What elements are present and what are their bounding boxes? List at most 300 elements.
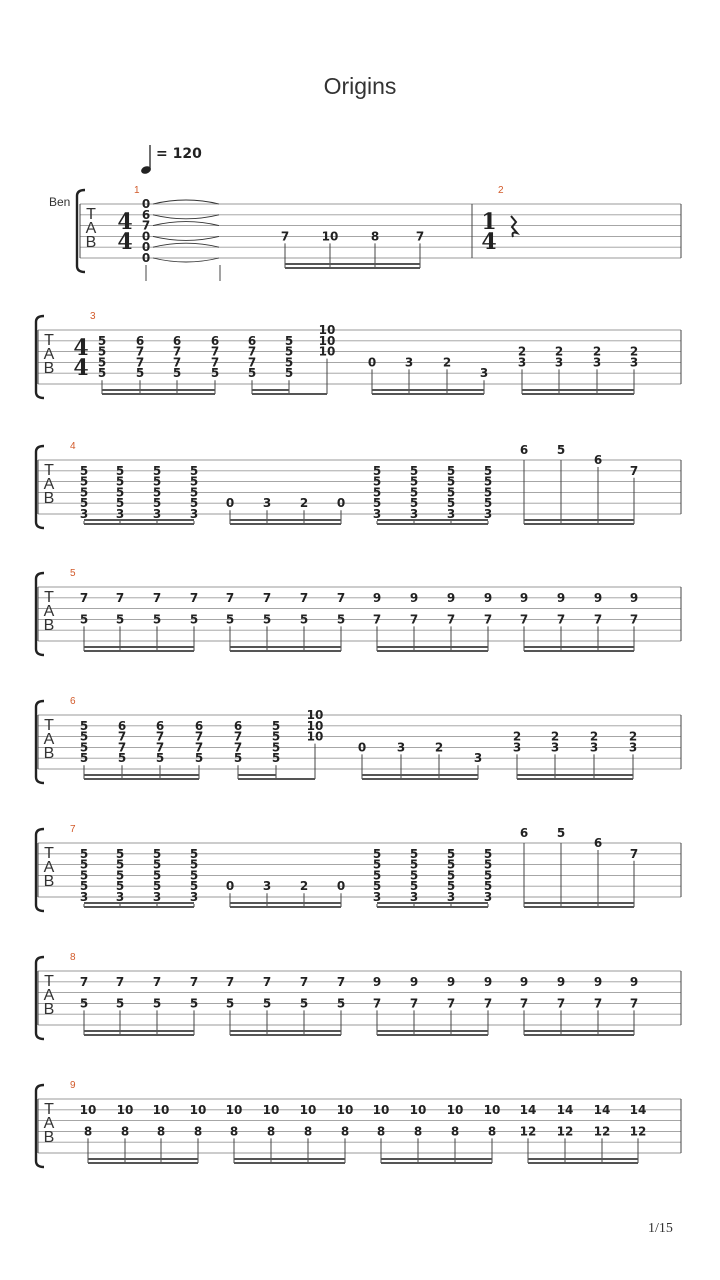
fret-number: 8 <box>193 1124 203 1139</box>
fret-number: 6 <box>155 718 165 733</box>
fret-number: 7 <box>519 612 529 627</box>
fret-number: 2 <box>554 344 564 359</box>
fret-number: 5 <box>97 333 107 348</box>
fret-number: 7 <box>409 996 419 1011</box>
fret-number: 5 <box>115 846 125 861</box>
fret-number: 5 <box>483 496 493 511</box>
fret-number: 9 <box>409 590 419 605</box>
fret-number: 5 <box>225 612 235 627</box>
fret-number: 3 <box>189 507 199 521</box>
fret-number: 6 <box>117 718 127 733</box>
measure-number: 2 <box>498 185 504 196</box>
fret-number: 7 <box>372 612 382 627</box>
time-signature-bottom: 4 <box>481 229 497 255</box>
fret-number: 5 <box>299 996 309 1011</box>
fret-number: 7 <box>519 996 529 1011</box>
fret-number: 10 <box>225 1102 243 1117</box>
tab-clef-letter: T <box>44 462 54 479</box>
fret-number: 9 <box>629 590 639 605</box>
fret-number: 7 <box>483 612 493 627</box>
fret-number: 9 <box>593 590 603 605</box>
tab-clef-letter: T <box>44 589 54 606</box>
fret-number: 5 <box>115 868 125 883</box>
fret-number: 7 <box>372 996 382 1011</box>
fret-number: 3 <box>189 890 199 904</box>
fret-number: 5 <box>372 474 382 489</box>
fret-number: 3 <box>628 740 638 755</box>
measure-number: 3 <box>90 311 96 322</box>
fret-number: 3 <box>404 355 414 370</box>
tie-arc <box>153 236 219 240</box>
fret-number: 5 <box>79 718 89 733</box>
tab-clef-letter: B <box>43 873 55 890</box>
fret-number: 3 <box>372 890 382 904</box>
fret-number: 5 <box>483 879 493 894</box>
fret-number: 7 <box>336 590 346 605</box>
fret-number: 7 <box>233 729 243 744</box>
fret-number: 2 <box>434 740 444 755</box>
fret-number: 9 <box>519 590 529 605</box>
fret-number: 9 <box>483 590 493 605</box>
fret-number: 7 <box>155 729 165 744</box>
fret-number: 9 <box>556 974 566 989</box>
fret-number: 0 <box>225 879 235 894</box>
fret-number: 10 <box>318 344 336 359</box>
fret-number: 7 <box>446 996 456 1011</box>
fret-number: 5 <box>79 474 89 489</box>
fret-number: 5 <box>409 474 419 489</box>
fret-number: 2 <box>628 729 638 744</box>
fret-number: 7 <box>262 590 272 605</box>
fret-number: 9 <box>556 590 566 605</box>
fret-number: 3 <box>79 507 89 521</box>
fret-number: 7 <box>115 974 125 989</box>
fret-number: 5 <box>115 612 125 627</box>
fret-number: 2 <box>550 729 560 744</box>
fret-number: 2 <box>299 879 309 894</box>
fret-number: 6 <box>172 333 182 348</box>
tab-clef-letter: A <box>43 731 55 748</box>
fret-number: 5 <box>115 496 125 511</box>
fret-number: 8 <box>266 1124 276 1139</box>
fret-number: 5 <box>79 751 89 766</box>
fret-number: 9 <box>629 974 639 989</box>
tab-clef-letter: A <box>43 346 55 363</box>
fret-number: 14 <box>519 1102 537 1117</box>
fret-number: 9 <box>409 974 419 989</box>
fret-number: 8 <box>376 1124 386 1139</box>
tie-arc <box>153 243 219 247</box>
fret-number: 8 <box>370 229 380 244</box>
fret-number: 5 <box>446 485 456 500</box>
fret-number: 5 <box>271 729 281 744</box>
fret-number: 6 <box>593 453 603 467</box>
fret-number: 3 <box>483 507 493 521</box>
fret-number: 7 <box>247 355 257 370</box>
fret-number: 5 <box>409 857 419 872</box>
fret-number: 7 <box>172 355 182 370</box>
fret-number: 7 <box>409 612 419 627</box>
fret-number: 5 <box>79 496 89 511</box>
fret-number: 7 <box>189 590 199 605</box>
fret-number: 9 <box>372 590 382 605</box>
tempo-value: = 120 <box>156 146 202 162</box>
fret-number: 7 <box>280 229 290 244</box>
tie-arc <box>153 200 219 204</box>
system-4 <box>36 568 681 655</box>
fret-number: 5 <box>189 485 199 500</box>
track-name: Ben <box>49 195 71 209</box>
system-1 <box>77 185 681 281</box>
fret-number: 9 <box>446 974 456 989</box>
tie-arc <box>153 222 219 226</box>
fret-number: 5 <box>189 857 199 872</box>
fret-number: 0 <box>225 496 235 511</box>
fret-number: 5 <box>172 366 182 381</box>
fret-number: 5 <box>483 463 493 478</box>
fret-number: 8 <box>450 1124 460 1139</box>
fret-number: 7 <box>79 974 89 989</box>
tab-clef-letter: A <box>85 220 97 237</box>
fret-number: 7 <box>233 740 243 755</box>
tab-clef-letter: B <box>43 745 55 762</box>
fret-number: 3 <box>409 890 419 904</box>
fret-number: 3 <box>517 355 527 370</box>
measure-number: 4 <box>70 441 76 452</box>
fret-number: 5 <box>409 485 419 500</box>
fret-number: 7 <box>299 974 309 989</box>
fret-number: 7 <box>210 344 220 359</box>
fret-number: 7 <box>189 974 199 989</box>
tab-clef-letter: A <box>43 1115 55 1132</box>
fret-number: 6 <box>247 333 257 348</box>
fret-number: 10 <box>372 1102 390 1117</box>
fret-number: 7 <box>141 218 151 233</box>
fret-number: 5 <box>79 996 89 1011</box>
fret-number: 5 <box>262 612 272 627</box>
tab-clef-letter: B <box>43 1001 55 1018</box>
fret-number: 10 <box>318 333 336 348</box>
fret-number: 7 <box>593 612 603 627</box>
fret-number: 14 <box>593 1102 611 1117</box>
fret-number: 3 <box>262 496 272 511</box>
fret-number: 7 <box>247 344 257 359</box>
fret-number: 5 <box>189 474 199 489</box>
fret-number: 5 <box>284 355 294 370</box>
fret-number: 5 <box>409 463 419 478</box>
fret-number: 5 <box>189 846 199 861</box>
fret-number: 5 <box>372 846 382 861</box>
fret-number: 10 <box>336 1102 354 1117</box>
tab-clef-letter: T <box>44 717 54 734</box>
fret-number: 5 <box>152 868 162 883</box>
fret-number: 5 <box>152 996 162 1011</box>
fret-number: 10 <box>409 1102 427 1117</box>
fret-number: 0 <box>141 240 151 255</box>
fret-number: 7 <box>194 729 204 744</box>
fret-number: 5 <box>372 485 382 500</box>
measure-number: 8 <box>70 952 76 963</box>
fret-number: 10 <box>318 323 336 337</box>
fret-number: 7 <box>629 996 639 1011</box>
fret-number: 7 <box>79 590 89 605</box>
fret-number: 3 <box>115 890 125 904</box>
fret-number: 12 <box>593 1124 611 1139</box>
system-6 <box>36 824 681 911</box>
fret-number: 5 <box>284 344 294 359</box>
fret-number: 7 <box>483 996 493 1011</box>
fret-number: 7 <box>135 355 145 370</box>
fret-number: 7 <box>629 846 639 861</box>
fret-number: 5 <box>483 485 493 500</box>
fret-number: 5 <box>233 751 243 766</box>
fret-number: 5 <box>446 857 456 872</box>
fret-number: 10 <box>306 718 324 733</box>
fret-number: 6 <box>141 207 151 222</box>
fret-number: 6 <box>519 443 529 457</box>
system-2 <box>36 311 681 398</box>
fret-number: 5 <box>152 879 162 894</box>
fret-number: 5 <box>409 496 419 511</box>
fret-number: 6 <box>593 836 603 850</box>
fret-number: 10 <box>306 729 324 744</box>
fret-number: 5 <box>189 463 199 478</box>
fret-number: 10 <box>189 1102 207 1117</box>
fret-number: 0 <box>336 496 346 511</box>
fret-number: 7 <box>415 229 425 244</box>
fret-number: 5 <box>483 846 493 861</box>
fret-number: 7 <box>629 463 639 478</box>
fret-number: 7 <box>117 740 127 755</box>
fret-number: 7 <box>115 590 125 605</box>
fret-number: 5 <box>79 879 89 894</box>
fret-number: 0 <box>357 740 367 755</box>
fret-number: 3 <box>446 890 456 904</box>
fret-number: 10 <box>152 1102 170 1117</box>
fret-number: 3 <box>592 355 602 370</box>
fret-number: 7 <box>446 612 456 627</box>
fret-number: 8 <box>83 1124 93 1139</box>
fret-number: 5 <box>556 443 566 457</box>
tie-arc <box>153 258 219 262</box>
fret-number: 5 <box>372 879 382 894</box>
time-signature-top: 1 <box>481 209 497 235</box>
page-number: 1/15 <box>648 1221 673 1236</box>
time-signature-top: 4 <box>117 209 133 235</box>
time-signature-bottom: 4 <box>73 355 89 381</box>
fret-number: 6 <box>233 718 243 733</box>
fret-number: 5 <box>446 496 456 511</box>
fret-number: 5 <box>483 857 493 872</box>
fret-number: 6 <box>210 333 220 348</box>
fret-number: 9 <box>372 974 382 989</box>
fret-number: 0 <box>141 251 151 265</box>
fret-number: 5 <box>556 826 566 840</box>
fret-number: 3 <box>115 507 125 521</box>
fret-number: 5 <box>446 474 456 489</box>
fret-number: 5 <box>135 366 145 381</box>
fret-number: 5 <box>79 729 89 744</box>
fret-number: 7 <box>556 612 566 627</box>
measure-number: 7 <box>70 824 76 835</box>
fret-number: 5 <box>152 857 162 872</box>
fret-number: 5 <box>299 612 309 627</box>
fret-number: 7 <box>152 590 162 605</box>
fret-number: 5 <box>79 857 89 872</box>
fret-number: 10 <box>483 1102 501 1117</box>
fret-number: 2 <box>299 496 309 511</box>
fret-number: 5 <box>97 355 107 370</box>
fret-number: 5 <box>446 868 456 883</box>
fret-number: 12 <box>629 1124 647 1139</box>
fret-number: 3 <box>479 366 489 381</box>
fret-number: 7 <box>262 974 272 989</box>
system-bracket <box>77 190 85 272</box>
fret-number: 3 <box>446 507 456 521</box>
tab-clef-letter: A <box>43 859 55 876</box>
tab-clef-letter: B <box>43 1129 55 1146</box>
fret-number: 5 <box>446 879 456 894</box>
fret-number: 5 <box>189 879 199 894</box>
fret-number: 5 <box>409 879 419 894</box>
tab-clef-letter: T <box>44 332 54 349</box>
fret-number: 10 <box>116 1102 134 1117</box>
fret-number: 5 <box>189 996 199 1011</box>
fret-number: 3 <box>512 740 522 755</box>
fret-number: 5 <box>247 366 257 381</box>
fret-number: 10 <box>262 1102 280 1117</box>
fret-number: 0 <box>141 197 151 211</box>
tab-clef-letter: T <box>44 845 54 862</box>
fret-number: 7 <box>194 740 204 755</box>
tab-clef-letter: B <box>43 617 55 634</box>
fret-number: 5 <box>372 463 382 478</box>
song-title: Origins <box>323 73 397 99</box>
fret-number: 5 <box>79 463 89 478</box>
fret-number: 5 <box>115 879 125 894</box>
fret-number: 10 <box>299 1102 317 1117</box>
fret-number: 5 <box>152 612 162 627</box>
fret-number: 3 <box>550 740 560 755</box>
fret-number: 0 <box>336 879 346 894</box>
measure-number: 6 <box>70 696 76 707</box>
fret-number: 8 <box>487 1124 497 1139</box>
fret-number: 5 <box>372 496 382 511</box>
fret-number: 8 <box>229 1124 239 1139</box>
system-8 <box>36 1080 681 1167</box>
measure-number: 1 <box>134 185 140 196</box>
fret-number: 3 <box>629 355 639 370</box>
fret-number: 5 <box>79 740 89 755</box>
fret-number: 5 <box>115 485 125 500</box>
fret-number: 7 <box>593 996 603 1011</box>
fret-number: 6 <box>194 718 204 733</box>
fret-number: 5 <box>446 846 456 861</box>
fret-number: 7 <box>225 590 235 605</box>
fret-number: 14 <box>556 1102 574 1117</box>
fret-number: 5 <box>189 496 199 511</box>
tab-clef-letter: B <box>43 490 55 507</box>
fret-number: 5 <box>152 463 162 478</box>
time-signature-top: 4 <box>73 335 89 361</box>
fret-number: 5 <box>115 463 125 478</box>
fret-number: 5 <box>336 612 346 627</box>
fret-number: 5 <box>97 366 107 381</box>
fret-number: 5 <box>79 612 89 627</box>
system-3 <box>36 441 681 528</box>
fret-number: 9 <box>519 974 529 989</box>
fret-number: 8 <box>156 1124 166 1139</box>
fret-number: 7 <box>172 344 182 359</box>
fret-number: 5 <box>262 996 272 1011</box>
fret-number: 8 <box>413 1124 423 1139</box>
fret-number: 14 <box>629 1102 647 1117</box>
quarter-rest-icon <box>511 216 517 237</box>
tab-clef-letter: A <box>43 603 55 620</box>
fret-number: 5 <box>372 868 382 883</box>
fret-number: 5 <box>271 740 281 755</box>
fret-number: 10 <box>446 1102 464 1117</box>
fret-number: 5 <box>284 333 294 348</box>
fret-number: 5 <box>409 868 419 883</box>
fret-number: 5 <box>79 846 89 861</box>
measure-number: 9 <box>70 1080 76 1091</box>
fret-number: 7 <box>556 996 566 1011</box>
fret-number: 5 <box>409 846 419 861</box>
fret-number: 5 <box>336 996 346 1011</box>
fret-number: 7 <box>299 590 309 605</box>
fret-number: 8 <box>120 1124 130 1139</box>
system-7 <box>36 952 681 1039</box>
fret-number: 5 <box>483 868 493 883</box>
tab-clef-letter: T <box>44 973 54 990</box>
fret-number: 7 <box>135 344 145 359</box>
fret-number: 0 <box>367 355 377 370</box>
fret-number: 7 <box>117 729 127 744</box>
fret-number: 12 <box>519 1124 537 1139</box>
fret-number: 2 <box>442 355 452 370</box>
time-signature-bottom: 4 <box>117 229 133 255</box>
fret-number: 7 <box>629 612 639 627</box>
fret-number: 5 <box>189 868 199 883</box>
fret-number: 9 <box>593 974 603 989</box>
fret-number: 3 <box>409 507 419 521</box>
fret-number: 5 <box>189 612 199 627</box>
fret-number: 7 <box>155 740 165 755</box>
fret-number: 7 <box>152 974 162 989</box>
fret-number: 5 <box>194 751 204 766</box>
fret-number: 5 <box>117 751 127 766</box>
tab-clef-letter: T <box>86 206 96 223</box>
fret-number: 3 <box>152 507 162 521</box>
fret-number: 5 <box>115 474 125 489</box>
fret-number: 9 <box>483 974 493 989</box>
fret-number: 3 <box>483 890 493 904</box>
fret-number: 10 <box>79 1102 97 1117</box>
tie-arc <box>153 215 219 219</box>
fret-number: 3 <box>589 740 599 755</box>
fret-number: 6 <box>519 826 529 840</box>
fret-number: 3 <box>473 751 483 766</box>
fret-number: 5 <box>152 846 162 861</box>
fret-number: 10 <box>306 708 324 722</box>
fret-number: 8 <box>340 1124 350 1139</box>
fret-number: 5 <box>271 751 281 766</box>
fret-number: 7 <box>336 974 346 989</box>
fret-number: 5 <box>152 496 162 511</box>
fret-number: 7 <box>210 355 220 370</box>
fret-number: 5 <box>115 857 125 872</box>
